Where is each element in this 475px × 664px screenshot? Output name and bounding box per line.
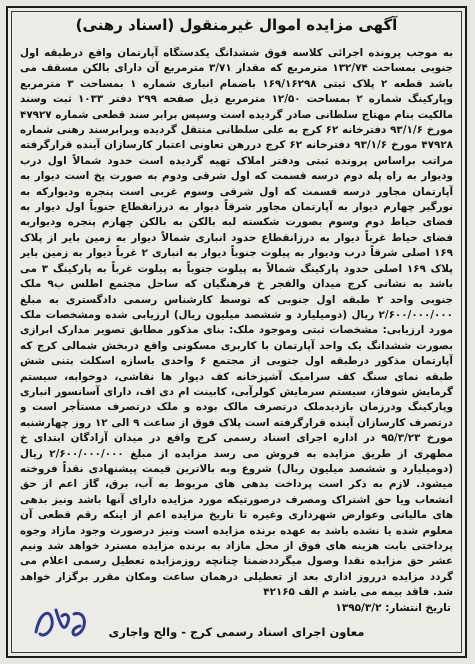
publication-date	[335, 602, 451, 614]
publication-date-value: ۱۳۹۵/۳/۲	[335, 602, 382, 614]
notice-frame	[6, 6, 467, 658]
notice-title: آگهی مزایده اموال غیرمنقول (اسناد رهنی)	[75, 16, 398, 34]
notice-body: به موجب پرونده اجرائی کلاسه فوق ششدانگ یکدستگاه آپارتمان واقع درطبقه اول جنوبی بمساحت ۱۳۲/۷۴ مترمربع که مقدار ۳/۷۱ مترمربع آن دارای بالکن مسقف می باشد قطعه ۲ پلاک ثبتی ۱۶۹/۱۶۲۹۸ باضمام انباری شماره ۱ بمساحت ۳ مترمربع وپارکینگ شماره ۲ بمساحت ۱۲/۵۰ مترمربع ذیل صفحه ۲۹۹ دفتر ۱۰۳۳ ثبت وسند مالکیت بنام مهتاج سلطانی صادر گردیده است وسپس برابر سند قطعی شماره ۴۷۹۲۷ مورخ ۹۳/۱/۶ دفترخانه ۶۲ کرج به علی سلطانی منتقل گردیده وبرابرسند رهنی شماره ۴۷۹۲۸ مورخ ۹۳/۱/۶ دفترخانه ۶۲ کرج دررهن تعاونی اعتبار کارسازان آینده قرارگرفته مراتب براساس پرونده ثبتی ودفتر املاک تهیه گردیده است حدود شمالاً اول درب ودیوار به راه پله دوم درسه قسمت که اول شرقی ودوم به صورت پخ است دیوار به آپارتمان مجاور درسه قسمت که اول شرقی وسوم غربی است پنجره ودیوارکه به نورگیر چهارم دیوار به آپارتمان مجاور شرقاً دیوار به درزانقطاع جنوباً اول دیوار به فضای حیاط دوم وسوم بصورت شکسته لبه بالکن به بالکن چهارم پنجره ودیواربه فضای حیاط غرباً دیوار به درزانقطاع حدود انباری شمالاً دیوار به زمین بایر از پلاک ۱۶۹ اصلی شرقاً درب ودیوار به پیلوت جنوباً دیوار به انباری ۲ غرباً دیوار به زمین بایر پلاک ۱۶۹ اصلی حدود پارکینگ شمالاً به پیلوت جنوباً به پیلوت غرباً به پارکینگ ۳ می باشد به نشانی کرج میدان والفجر خ فرهنگیان که ساحل مجتمع اطلس ب۹ ملک جنوبی واحد ۲ طبقه اول جنوبی که توسط کارشناس رسمی دادگستری به مبلغ ۲/۶۰۰/۰۰۰/۰۰۰ ریال (دومیلیارد و ششصد میلیون ریال) ارزیابی شده ومشخصات ملک مورد ارزیابی: مشخصات ثبتی وموجود ملک: بنای مذکور مطابق تصویر مدارک ابرازی بصورت ششدانگ یک واحد آپارتمان با کاربری مسکونی واقع دربخش شمالی کرج که آپارتمان مذکور درطبقه اول جنوبی از مجتمع ۶ واحدی باسازه اسکلت بتنی شش طبقه نمای سنگ کف سرامیک آشپزخانه کف دیوار ها نقاشی، دوخوابه، سیستم گرمایش شوفاژ، سیستم سرمایش کولرآبی، کابینت ام دی اف، دارای آسانسور انباری وپارکینگ ودرزمان بازدیدملک درتصرف مالک بوده و ملک درتصرف مستأجر است و درتصرف کارسازان آینده قرارگرفته است پلاک فوق از ساعت ۹ الی ۱۲ روز چهارشنبه مورخ ۹۵/۳/۲۳ در اداره اجرای اسناد رسمی کرج واقع در میدان آزادگان ابتدای خ مطهری از طریق مزایده به فروش می رسد مزایده از مبلغ ۲/۶۰۰/۰۰۰/۰۰۰ ریال (دومیلیارد و ششصد میلیون ریال) شروع وبه بالاترین قیمت پیشنهادی نقداً فروخته میشود. لازم به ذکر است پرداخت بدهی های مربوط به آب، برق، گاز اعم از حق انشعاب ویا حق اشتراک ومصرف درصورتیکه مورد مزایده دارای آنها باشد ونیز بدهی های مالیاتی وعوارض شهرداری وغیره تا تاریخ مزایده اعم از اینکه رقم قطعی آن معلوم شده یا نشده باشد به عهده برنده مزایده است ونیز درصورت وجود مازاد وجوه پرداختی بابت هزینه های فوق از محل مازاد به برنده مزایده مسترد خواهد شد ونیم عشر حق مزایده نقدا وصول میگرددضمنا چنانچه روزمزایده تعطیل رسمی اعلام می گردد مزایده درروز اداری بعد از تعطیلی درهمان ساعت ومکان مقرر برگزار خواهد شد. فاقد بیمه می باشد م الف ۴۲۱۶۵	[20, 47, 453, 598]
publication-date-label: تاریخ انتشار:	[385, 602, 451, 614]
issuer-signature: معاون اجرای اسناد رسمی کرج - والح واجاری	[108, 625, 365, 639]
